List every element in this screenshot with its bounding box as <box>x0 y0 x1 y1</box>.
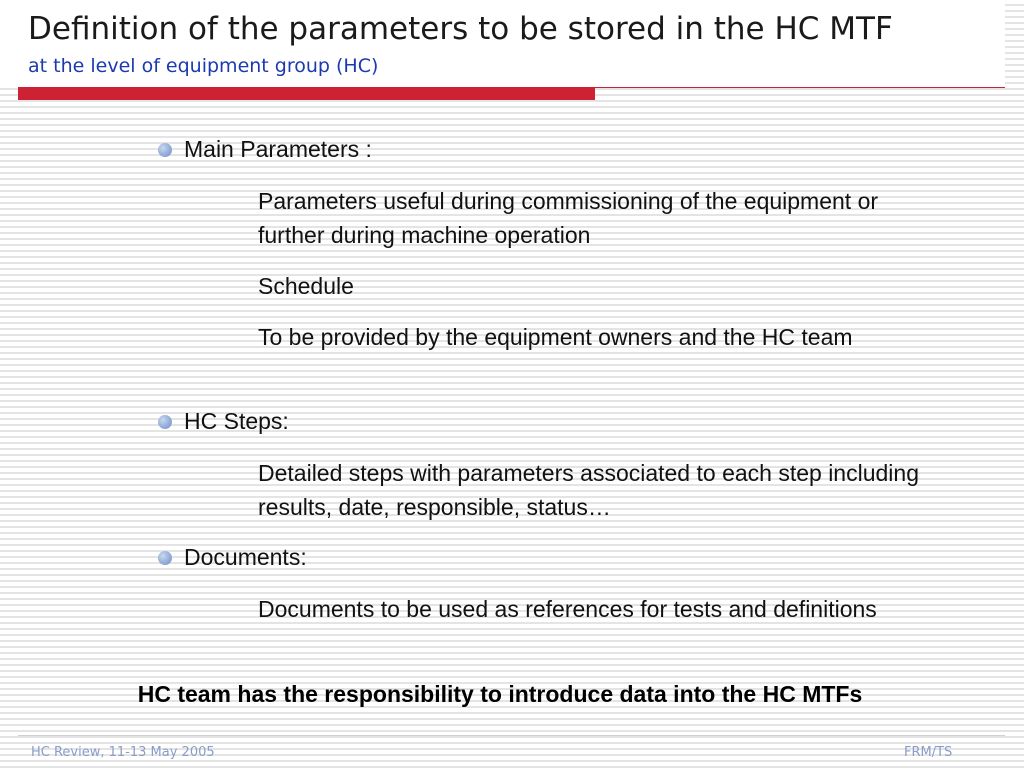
bullet-label: Documents: <box>184 544 307 570</box>
bullet-label: Main Parameters : <box>184 136 372 162</box>
bullet-hc-steps <box>158 408 289 435</box>
sub-item: Documents to be used as references for tests and definitions <box>258 596 877 622</box>
bullet-main-parameters <box>158 136 372 163</box>
bullet-documents <box>158 544 307 571</box>
bullet-dot-icon <box>158 415 172 429</box>
sub-item: Schedule <box>258 273 354 299</box>
emphasis-statement: HC team has the responsibility to introduce data into the HC MTFs <box>137 681 863 707</box>
bullet-dot-icon <box>158 551 172 565</box>
sub-item: Parameters useful during commissioning of the equipment or further during machine operation <box>258 188 879 248</box>
footer-rule <box>18 735 1005 736</box>
footer-department: FRM/TS <box>904 745 953 760</box>
bullet-label: HC Steps: <box>184 408 289 434</box>
footer-event: HC Review, 11-13 May 2005 <box>31 745 215 760</box>
bullet-dot-icon <box>158 143 172 157</box>
sub-item: To be provided by the equipment owners and the HC team <box>258 324 853 350</box>
slide-title: Definition of the parameters to be stored in the HC MTF <box>28 11 893 47</box>
sub-item: Detailed steps with parameters associated to each step including results, date, responsible, status… <box>258 460 919 520</box>
slide-subtitle: at the level of equipment group (HC) <box>28 55 379 77</box>
